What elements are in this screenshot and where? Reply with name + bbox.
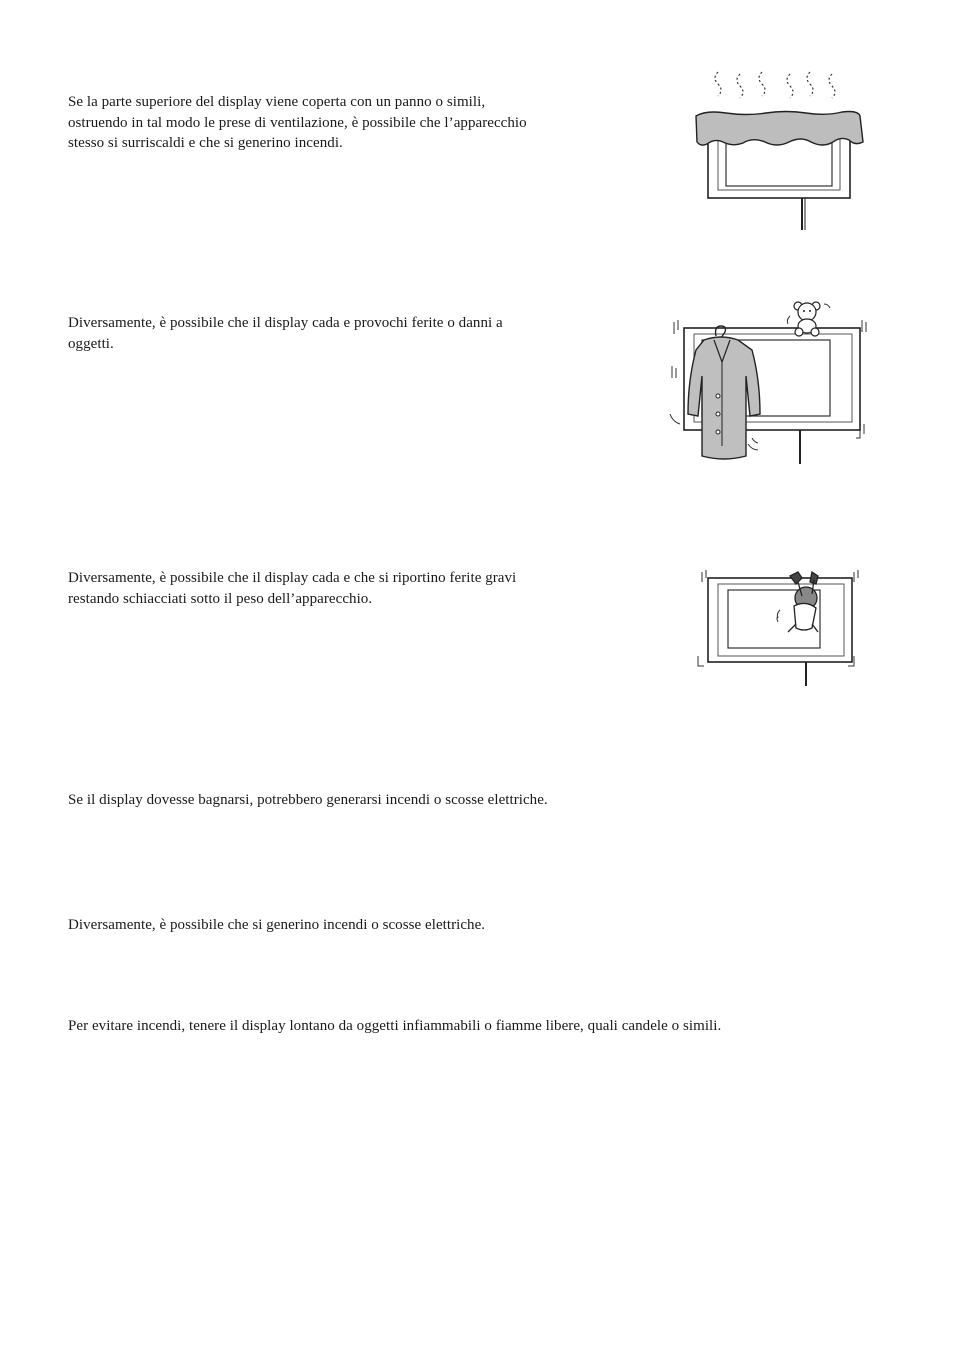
warning-text-flames xyxy=(68,1016,721,1037)
covered-display-overheating-icon xyxy=(692,68,864,233)
text-line: Diversamente, è possibile che il display cada e che si riportino ferite gravi xyxy=(68,570,517,586)
text-line: Se il display dovesse bagnarsi, potrebbero generarsi incendi o scosse elettriche. xyxy=(68,792,548,808)
text-line: oggetti. xyxy=(68,335,114,352)
warning-text-water xyxy=(68,790,548,811)
text-line: Diversamente, è possibile che il display cada e provochi ferite o danni a xyxy=(68,315,503,331)
child-hanging-on-display-icon xyxy=(694,566,866,690)
warning-text-ventilation xyxy=(68,92,527,154)
text-line: restando schiacciati sotto il peso dell’apparecchio. xyxy=(68,590,373,607)
text-line: Diversamente, è possibile che si generino incendi o scosse elettriche. xyxy=(68,917,486,933)
text-line: stesso si surriscaldi e che si generino incendi. xyxy=(68,135,343,151)
text-line: Se la parte superiore del display viene coperta con un panno o simili, xyxy=(68,94,486,110)
text-line: ostruendo in tal modo le prese di ventilazione, è possibile che l’apparecchio xyxy=(68,114,527,131)
text-line: Per evitare incendi, tenere il display lontano da oggetti infiammabili o fiamme libere, quali candele o simili. xyxy=(68,1018,722,1034)
warning-text-fire-shock xyxy=(68,915,485,936)
warning-text-child xyxy=(68,568,516,609)
objects-hung-on-display-icon xyxy=(664,296,874,468)
warning-text-objects xyxy=(68,313,503,354)
